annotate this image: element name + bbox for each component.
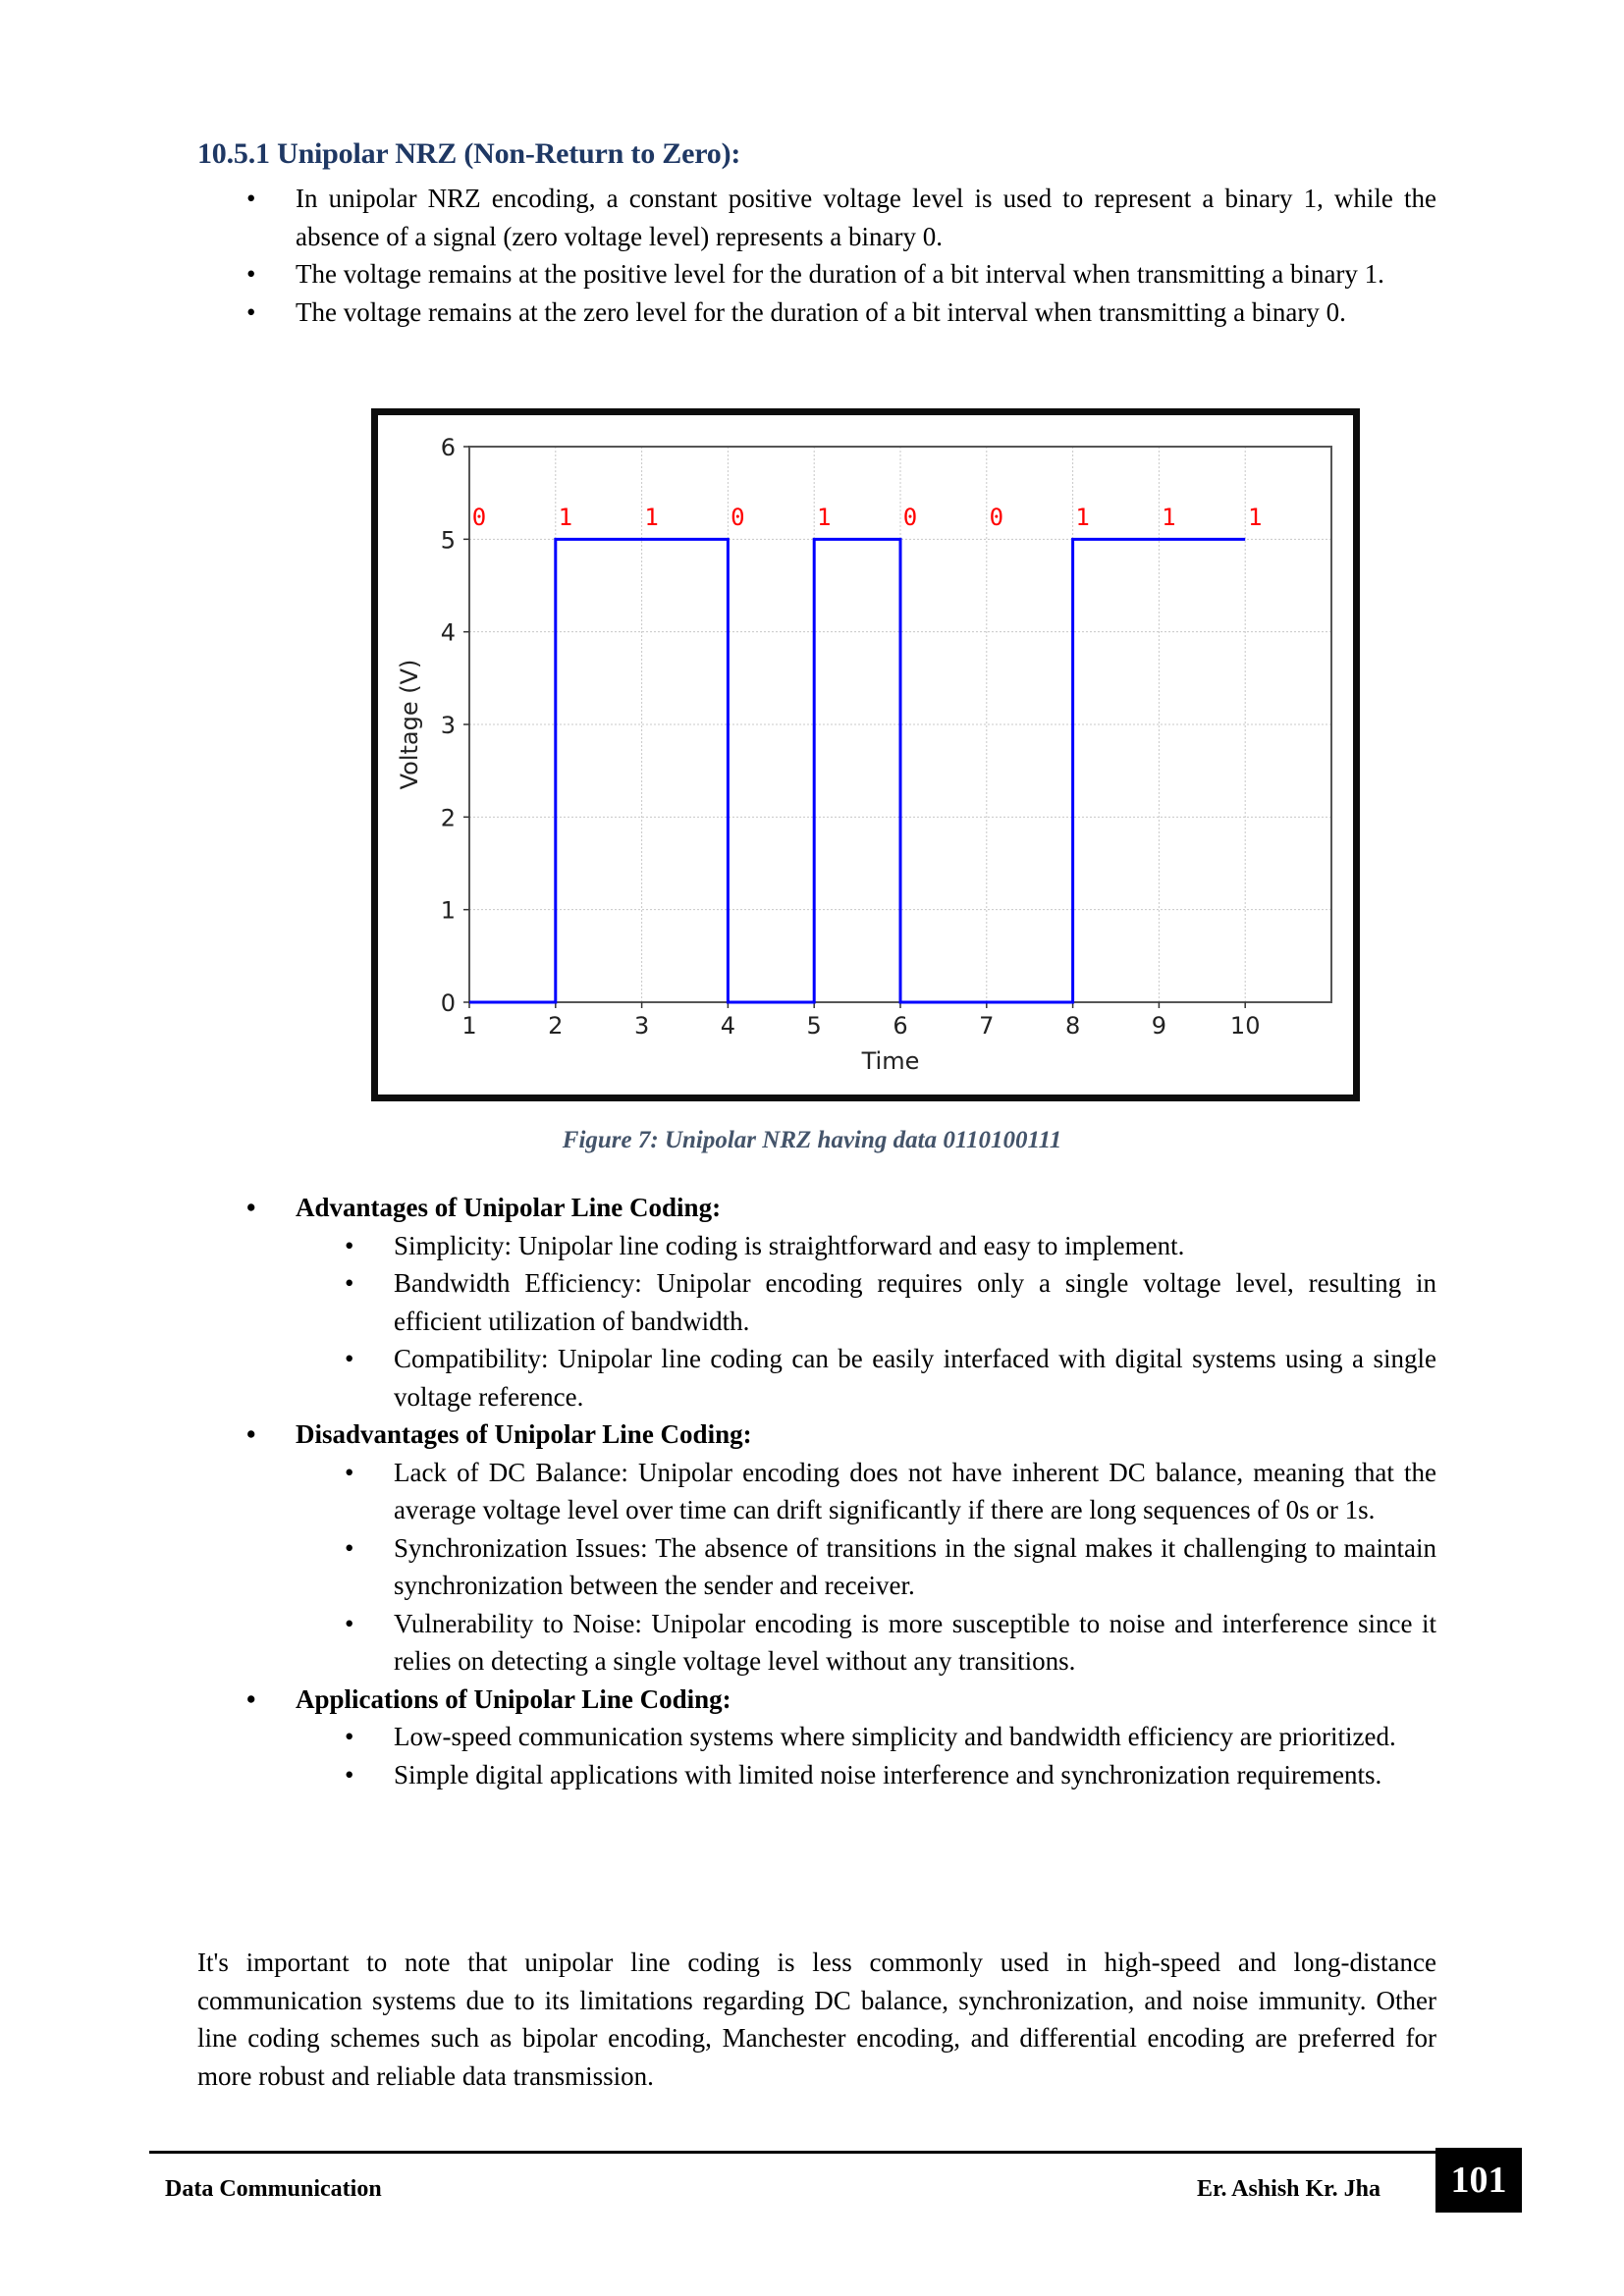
signal-line: [469, 539, 1245, 1002]
intro-bullet: • The voltage remains at the positive level for the duration of a bit interval when transmitting a binary 1.: [197, 255, 1436, 294]
x-tick-label: 8: [1064, 1012, 1081, 1040]
advantages-list: [296, 1227, 1436, 1416]
x-tick-label: 9: [1151, 1012, 1167, 1040]
disadvantage-item: • Lack of DC Balance: Unipolar encoding does not have inherent DC balance, meaning that the average voltage level over time can drift significantly if there are long sequences of 0s or 1s.: [296, 1454, 1436, 1529]
advantages-title: Advantages of Unipolar Line Coding:: [296, 1193, 722, 1222]
intro-bullet: • In unipolar NRZ encoding, a constant positive voltage level is used to represent a binary 1, while the absence of a signal (zero voltage level) represents a binary 0.: [197, 180, 1436, 255]
disadvantage-item: • Vulnerability to Noise: Unipolar encoding is more susceptible to noise and interference since it relies on detecting a single voltage level without any transitions.: [296, 1605, 1436, 1681]
x-tick-label: 1: [461, 1012, 477, 1040]
bit-label: 1: [1247, 504, 1263, 532]
y-tick-label: 4: [440, 618, 456, 647]
x-tick-label: 2: [548, 1012, 564, 1040]
intro-bullet-list: [197, 180, 1436, 331]
application-item: • Low-speed communication systems where simplicity and bandwidth efficiency are prioritized.: [296, 1718, 1436, 1756]
unipolar-nrz-chart: [378, 415, 1353, 1095]
advantage-item: • Compatibility: Unipolar line coding can be easily interfaced with digital systems using a single voltage reference.: [296, 1340, 1436, 1415]
bit-label: 0: [989, 504, 1004, 532]
intro-bullet: • The voltage remains at the zero level for the duration of a bit interval when transmitting a binary 0.: [197, 294, 1436, 332]
figure-caption: Figure 7: Unipolar NRZ having data 0110100111: [562, 1127, 1062, 1153]
applications-title: Applications of Unipolar Line Coding:: [296, 1683, 731, 1714]
coding-sections-list: [197, 1189, 1436, 1793]
section-heading: 10.5.1 Unipolar NRZ (Non-Return to Zero):: [197, 137, 741, 170]
y-tick-label: 2: [440, 804, 456, 832]
disadvantages-section: [197, 1415, 1436, 1681]
bit-label: 1: [1162, 504, 1176, 532]
y-axis-label: Voltage (V): [396, 659, 423, 790]
x-tick-label: 7: [979, 1012, 995, 1040]
bit-label: 0: [902, 504, 918, 532]
bit-label: 1: [558, 504, 573, 532]
bit-label: 0: [471, 504, 487, 532]
y-tick-label: 5: [440, 526, 456, 555]
advantage-item: • Simplicity: Unipolar line coding is straightforward and easy to implement.: [296, 1227, 1436, 1265]
x-tick-label: 10: [1229, 1012, 1261, 1040]
x-tick-label: 3: [633, 1012, 650, 1040]
page-number-badge: 101: [1435, 2148, 1522, 2213]
y-tick-label: 1: [440, 896, 456, 925]
bit-label: 1: [816, 504, 832, 532]
disadvantage-item: • Synchronization Issues: The absence of transitions in the signal makes it challenging to maintain synchronization between the sender and receiver.: [296, 1529, 1436, 1605]
x-tick-label: 4: [720, 1012, 736, 1040]
x-axis-label: Time: [861, 1047, 920, 1075]
applications-section: [197, 1681, 1436, 1794]
bit-label: 1: [1075, 504, 1090, 532]
disadvantages-title: Disadvantages of Unipolar Line Coding:: [296, 1419, 752, 1449]
footer-book-title: Data Communication: [165, 2176, 382, 2202]
advantages-section: [197, 1189, 1436, 1415]
footer-author: Er. Ashish Kr. Jha: [1197, 2176, 1380, 2202]
y-tick-label: 0: [440, 989, 456, 1017]
y-tick-label: 6: [440, 434, 456, 461]
bit-label: 1: [644, 504, 659, 532]
closing-paragraph: It's important to note that unipolar line coding is less commonly used in high-speed and long-distance communication systems due to its limitations regarding DC balance, synchronization, and noise immunity. Other line coding schemes such as bipolar encoding, Manchester encoding, and differential encoding are preferred for more robust and reliable data transmission.: [197, 1948, 1436, 2091]
x-tick-label: 6: [893, 1012, 908, 1040]
bit-label: 0: [731, 504, 745, 532]
figure-frame: [371, 408, 1360, 1101]
y-tick-label: 3: [440, 712, 456, 739]
applications-list: [296, 1718, 1436, 1793]
advantage-item: • Bandwidth Efficiency: Unipolar encoding requires only a single voltage level, resulting in efficient utilization of bandwidth.: [296, 1264, 1436, 1340]
disadvantages-list: [296, 1454, 1436, 1681]
application-item: • Simple digital applications with limited noise interference and synchronization requirements.: [296, 1756, 1436, 1794]
footer-divider: [149, 2151, 1435, 2154]
x-tick-label: 5: [806, 1012, 822, 1040]
